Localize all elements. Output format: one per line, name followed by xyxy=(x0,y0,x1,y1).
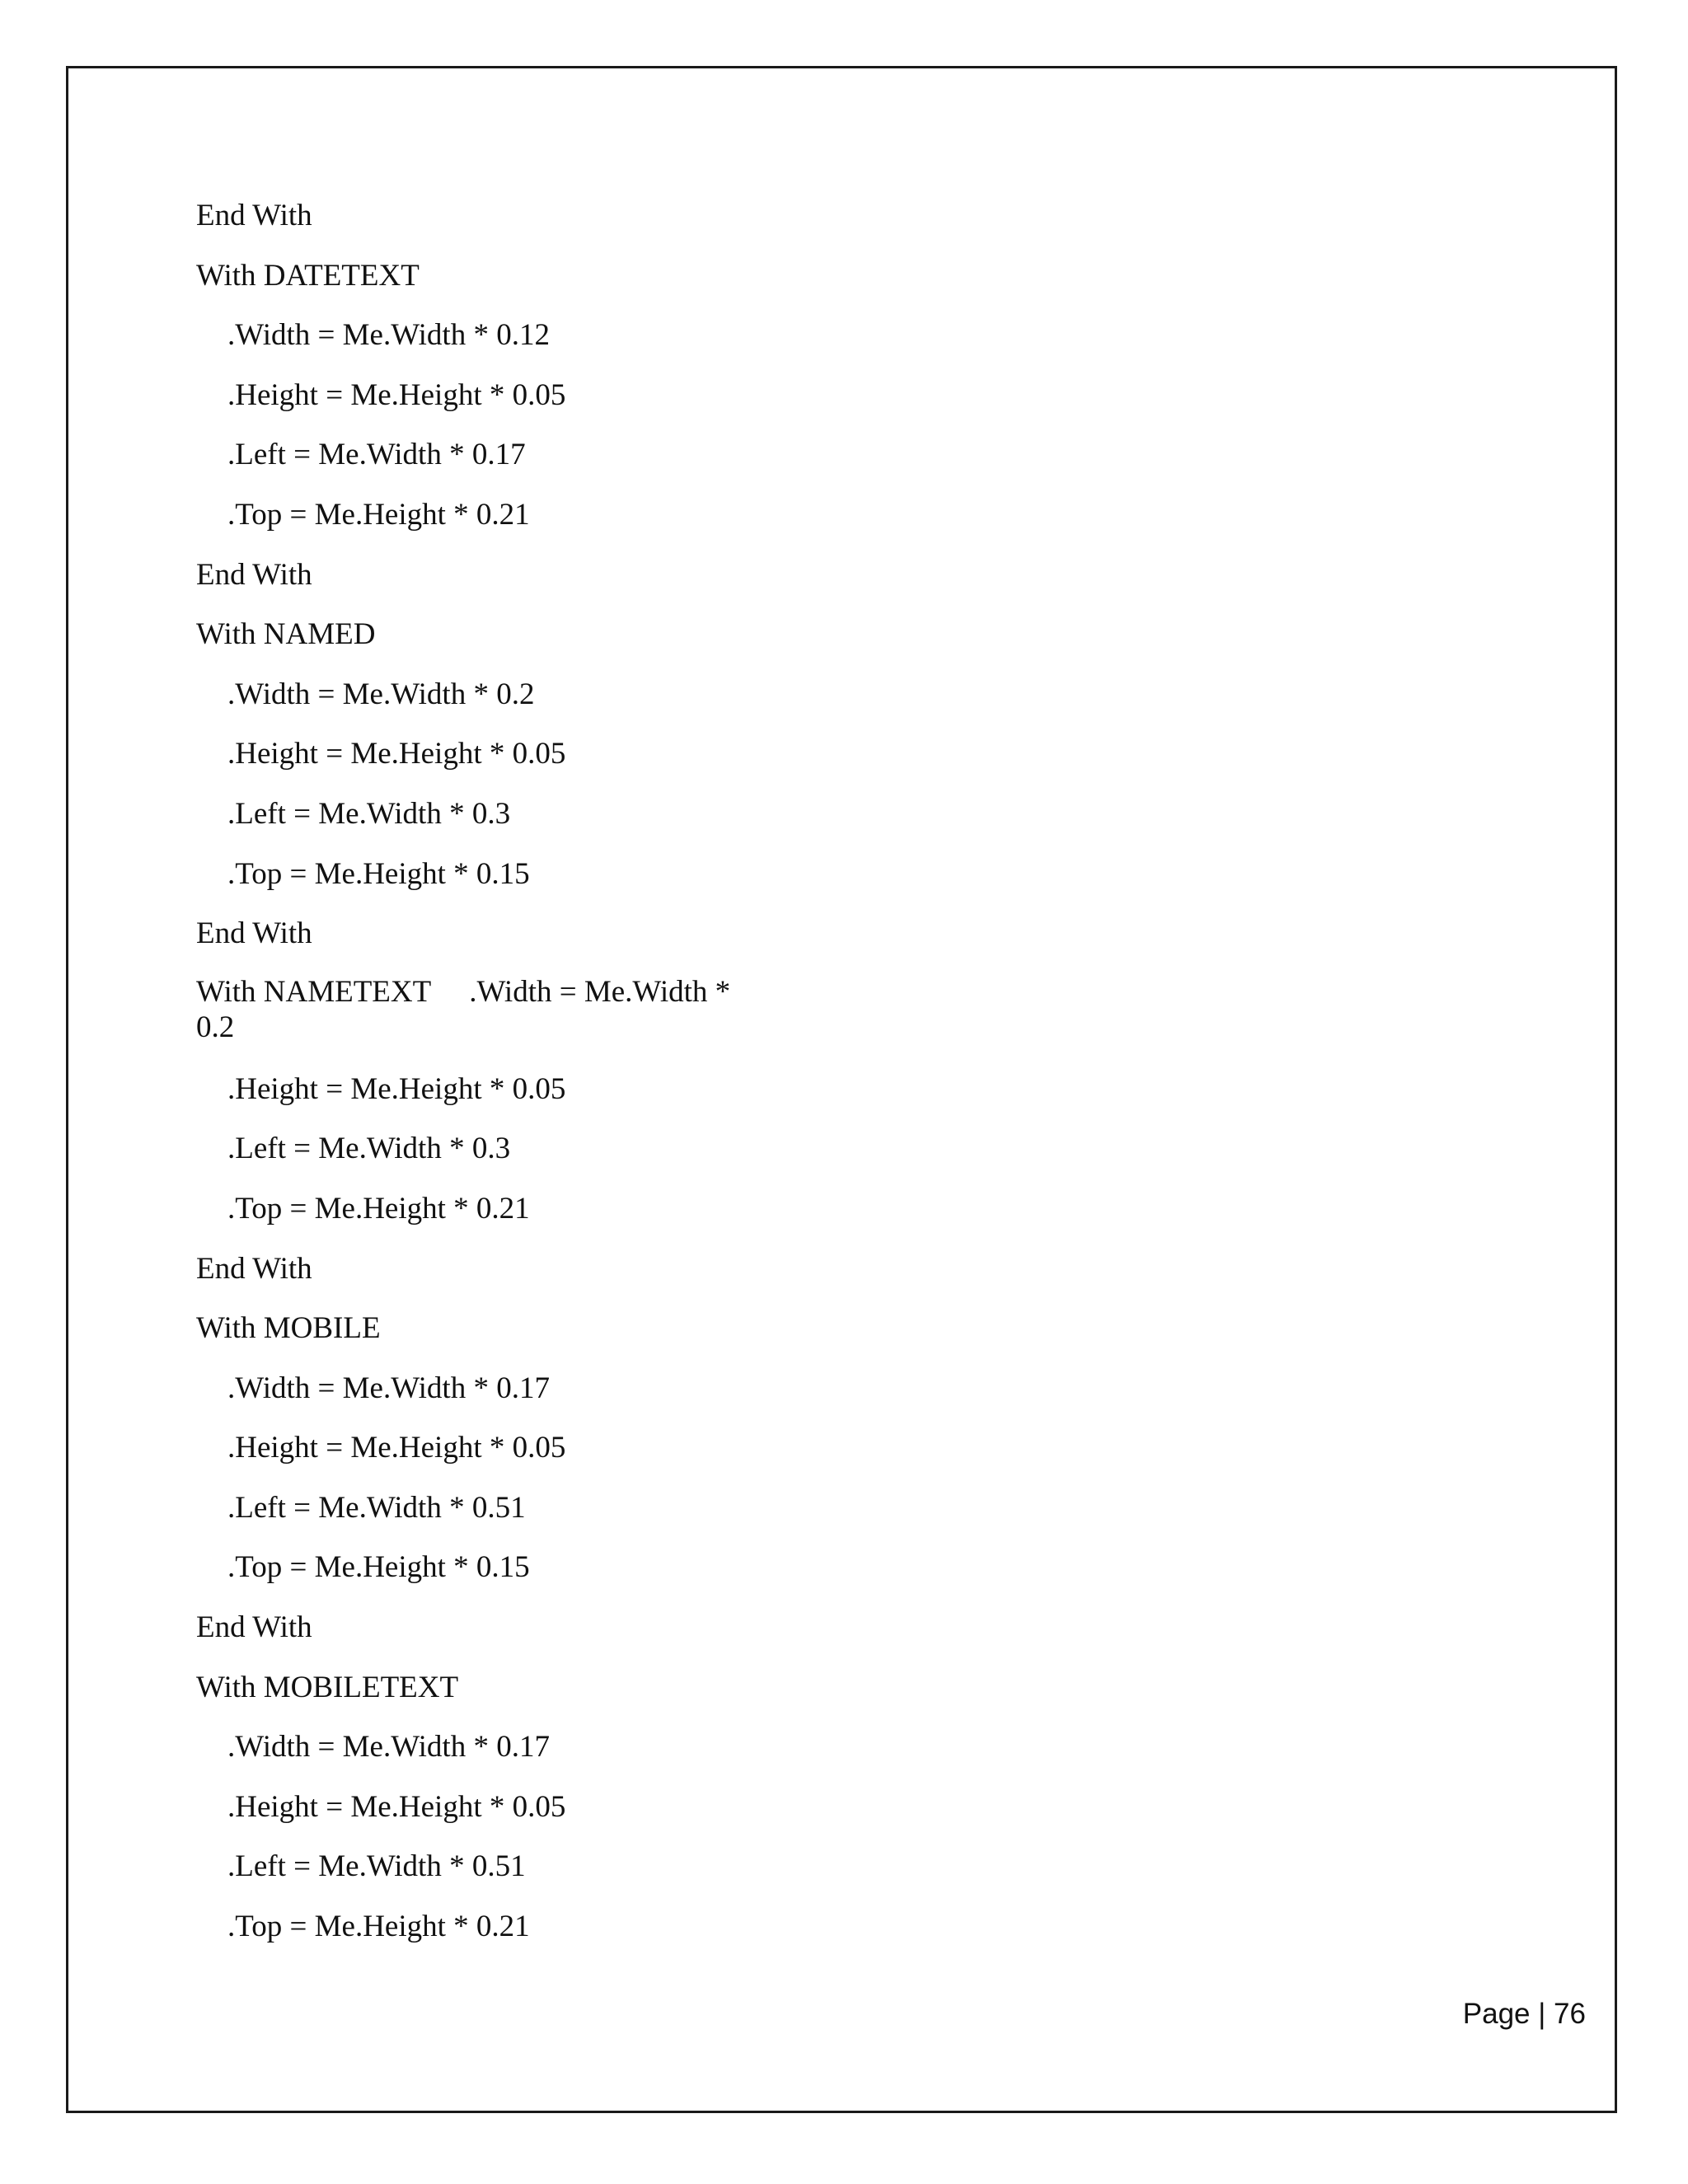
code-line: End With xyxy=(196,1610,312,1645)
page-number: Page | 76 xyxy=(1462,1998,1586,2030)
code-line: End With xyxy=(196,557,312,592)
code-line: .Height = Me.Height * 0.05 xyxy=(227,1431,566,1465)
code-line: .Top = Me.Height * 0.15 xyxy=(227,856,530,891)
code-line: .Height = Me.Height * 0.05 xyxy=(227,1789,566,1824)
code-listing xyxy=(196,196,938,1967)
code-line: With MOBILETEXT xyxy=(196,1670,459,1704)
code-line: .Width = Me.Width * 0.12 xyxy=(227,318,550,353)
code-line: .Left = Me.Width * 0.17 xyxy=(227,438,526,472)
code-line: End With xyxy=(196,1251,312,1286)
code-line: .Height = Me.Height * 0.05 xyxy=(227,1071,566,1106)
code-line: .Left = Me.Width * 0.3 xyxy=(227,1132,511,1166)
code-line-part: With NAMETEXT xyxy=(196,974,432,1009)
code-line: .Width = Me.Width * 0.17 xyxy=(227,1730,550,1765)
code-line: .Top = Me.Height * 0.21 xyxy=(227,1910,530,1944)
code-line: .Left = Me.Width * 0.51 xyxy=(227,1490,526,1525)
code-line: With MOBILE xyxy=(196,1311,381,1346)
code-line: .Left = Me.Width * 0.3 xyxy=(227,796,511,831)
code-line: .Left = Me.Width * 0.51 xyxy=(227,1849,526,1884)
code-line: End With xyxy=(196,199,312,232)
code-line-part: .Width = Me.Width * xyxy=(469,974,731,1009)
code-line: End With xyxy=(196,916,312,951)
code-line: .Top = Me.Height * 0.15 xyxy=(227,1550,530,1585)
code-line: .Top = Me.Height * 0.21 xyxy=(227,1191,530,1226)
code-line: With NAMED xyxy=(196,617,376,652)
code-line: .Top = Me.Height * 0.21 xyxy=(227,497,530,532)
code-line: .Width = Me.Width * 0.2 xyxy=(227,677,535,711)
code-line: With DATETEXT xyxy=(196,258,420,293)
code-line xyxy=(196,974,757,1070)
code-line: .Width = Me.Width * 0.17 xyxy=(227,1371,550,1405)
code-line-part: 0.2 xyxy=(196,1010,235,1044)
code-line: .Height = Me.Height * 0.05 xyxy=(227,737,566,771)
code-line: .Height = Me.Height * 0.05 xyxy=(227,377,566,412)
